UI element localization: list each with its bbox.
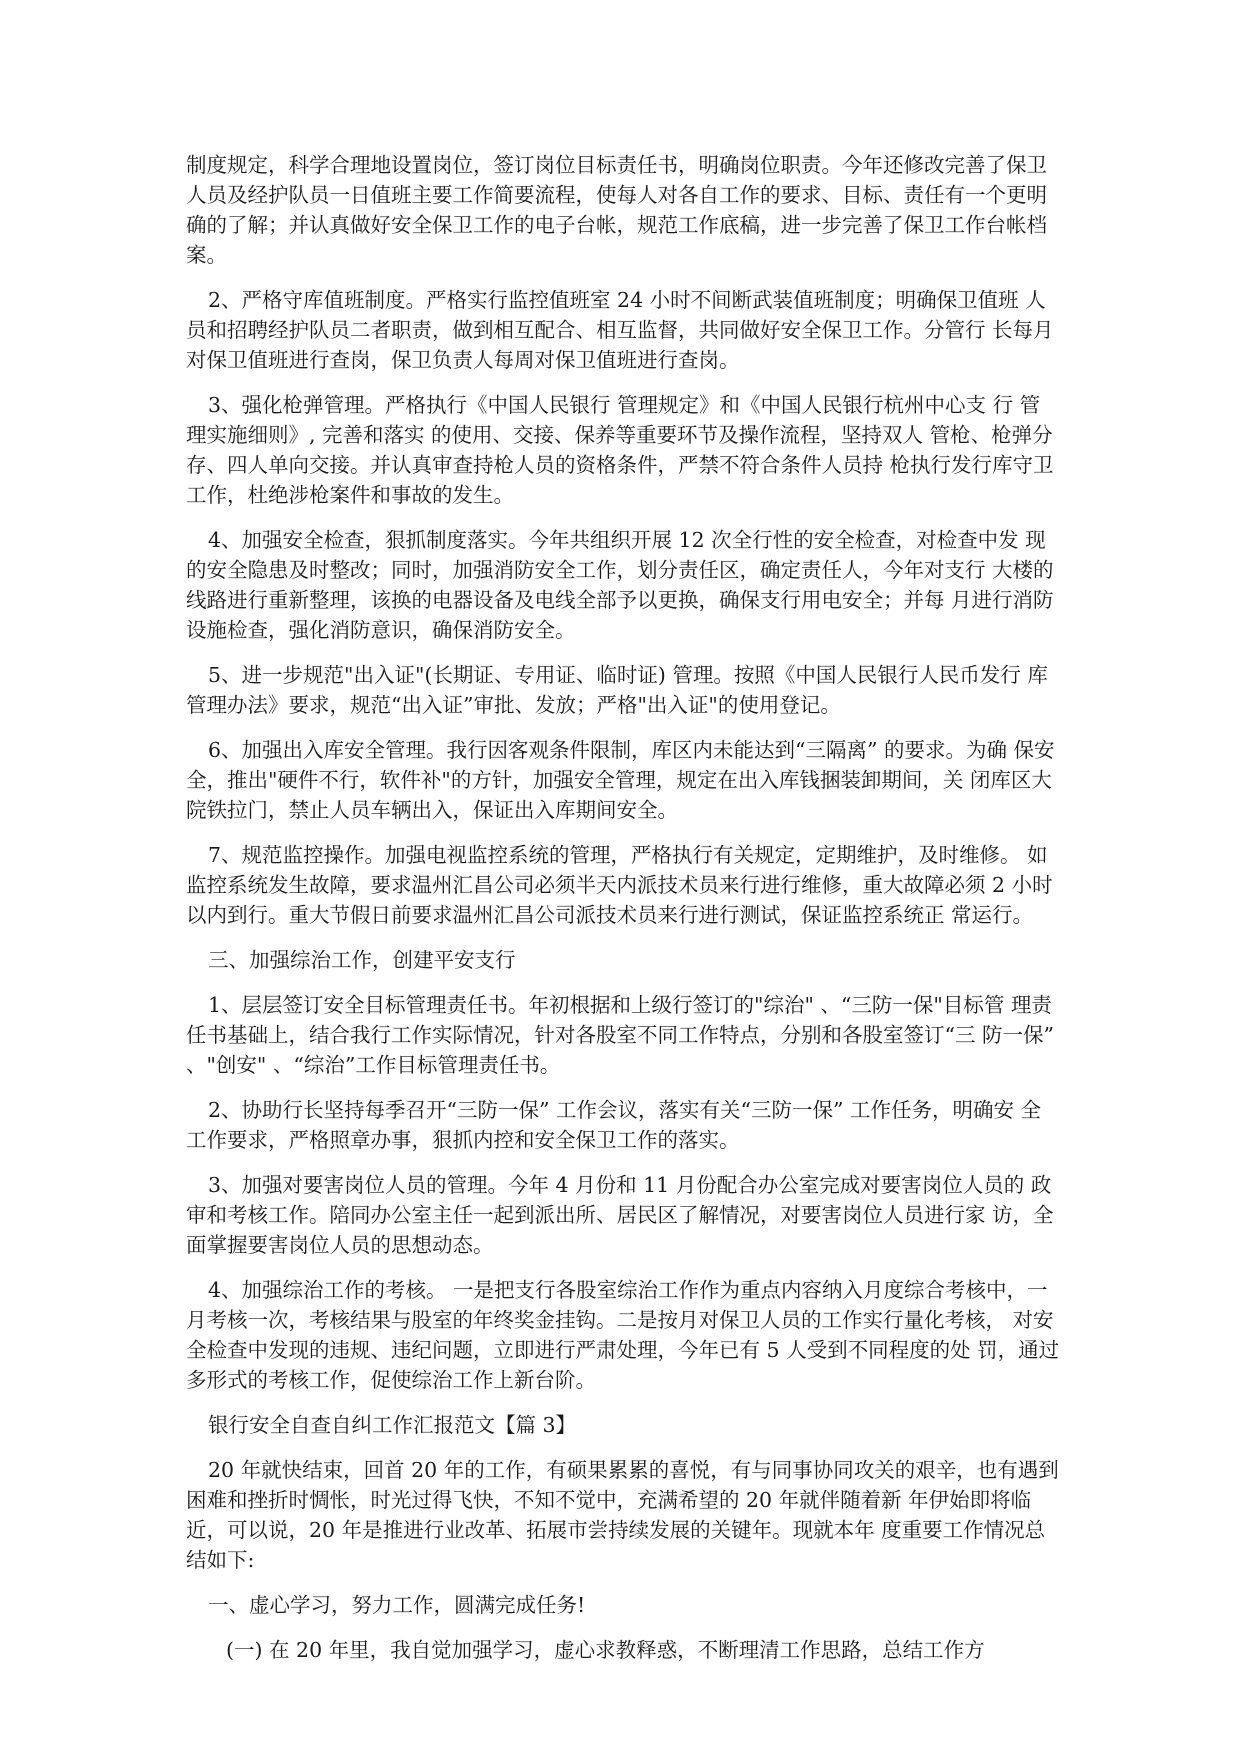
paragraph-item-4-assessment: 4、加强综治工作的考核。 一是把支行各股室综治工作作为重点内容纳入月度综合考核中，一月考核一次，考核结果与股室的年终奖金挂钩。二是按月对保卫人员的工作实行量化考核， 对安全检查中发现的违规、违纪问题，立即进行严肃处理，今年已有 5 人受到不同程度的处 罚，通过多形式的考核工作，促使综治工作上新台阶。 [186,1278,1060,1392]
paragraph-item-3-firearm-management: 3、强化枪弹管理。严格执行《中国人民银行 管理规定》和《中国人民银行杭州中心支 行 管理实施细则》, 完善和落实 的使用、交接、保养等重要环节及操作流程，坚持双人 管枪、枪弹分存、四人单向交接。并认真审查持枪人员的资格条件，严禁不符合条件人员持 枪执行发行库守卫工作，杜绝涉枪案件和事故的发生。 [186,393,1054,507]
paragraph-item-2-duty-system: 2、严格守库值班制度。严格实行监控值班室 24 小时不间断武装值班制度；明确保卫值班 人员和招聘经护队员二者职责，做到相互配合、相互监督，共同做好安全保卫工作。分管行 长每月对保卫值班进行查岗，保卫负责人每周对保卫值班进行查岗。 [186,288,1054,372]
section-heading-1: 一、虚心学习，努力工作，圆满完成任务! [208,1593,586,1617]
paragraph-item-1-responsibility: 1、层层签订安全目标管理责任书。年初根据和上级行签订的"综治" 、“三防一保"目标管 理责任书基础上，结合我行工作实际情况，针对各股室不同工作特点，分别和各股室签订“三 防一保” 、"创安" 、“综治”工作目标管理责任书。 [186,993,1054,1077]
paragraph-item-5-access-pass: 5、进一步规范"出入证"(长期证、专用证、临时证) 管理。按照《中国人民银行人民币发行 库管理办法》要求，规范“出入证”审批、发放；严格"出入证"的使用登记。 [186,663,1048,717]
paragraph-continuation: 制度规定，科学合理地设置岗位，签订岗位目标责任书，明确岗位职责。今年还修改完善了保卫人员及经护队员一日值班主要工作简要流程，使每人对各自工作的要求、目标、责任有一个更明确的了解；并认真做好安全保卫工作的电子台帐，规范工作底稿，进一步完善了保卫工作台帐档案。 [186,153,1047,267]
paragraph-intro-summary: 20 年就快结束，回首 20 年的工作，有硕果累累的喜悦，有与同事协同攻关的艰辛，也有遇到困难和挫折时惆怅，时光过得飞快，不知不觉中，充满希望的 20 年就伴随着新 年伊始即将临近，可以说，20 年是推进行业改革、拓展市尝持续发展的关键年。现就本年 度重要工作情况总结如下: [186,1458,1059,1572]
paragraph-item-4-safety-inspection: 4、加强安全检查，狠抓制度落实。今年共组织开展 12 次全行性的安全检查，对检查中发 现的安全隐患及时整改；同时，加强消防安全工作，划分责任区，确定责任人，今年对支行 大楼的线路进行重新整理，该换的电器设备及电线全部予以更换，确保支行用电安全；并每 月进行消防设施检查，强化消防意识，确保消防安全。 [186,528,1054,642]
article-title-part-3: 银行安全自查自纠工作汇报范文【篇 3】 [208,1413,577,1437]
section-heading-3: 三、加强综治工作，创建平安支行 [208,948,516,972]
paragraph-item-3-key-personnel: 3、加强对要害岗位人员的管理。今年 4 月份和 11 月份配合办公室完成对要害岗位人员的 政审和考核工作。陪同办公室主任一起到派出所、居民区了解情况，对要害岗位人员进行家 访，全面掌握要害岗位人员的思想动态。 [186,1173,1054,1257]
paragraph-item-6-vault-access: 6、加强出入库安全管理。我行因客观条件限制，库区内未能达到“三隔离” 的要求。为确 保安全，推出"硬件不行，软件补"的方针，加强安全管理，规定在出入库钱捆装卸期间，关 闭库区大院铁拉门，禁止人员车辆出入，保证出入库期间安全。 [186,738,1055,822]
paragraph-item-7-monitoring: 7、规范监控操作。加强电视监控系统的管理，严格执行有关规定，定期维护，及时维修。 如监控系统发生故障，要求温州汇昌公司必须半天内派技术员来行进行维修，重大故障必须 2 小时以内到行。重大节假日前要求温州汇昌公司派技术员来行进行测试，保证监控系统正 常运行。 [186,843,1053,927]
paragraph-subsection-1: (一) 在 20 年里，我自觉加强学习，虚心求教释惑，不断理清工作思路，总结工作方 [226,1638,985,1662]
paragraph-item-2-meetings: 2、协助行长坚持每季召开“三防一保” 工作会议，落实有关“三防一保” 工作任务，明确安 全工作要求，严格照章办事，狠抓内控和安全保卫工作的落实。 [186,1098,1042,1152]
document-body [186,150,1060,1680]
